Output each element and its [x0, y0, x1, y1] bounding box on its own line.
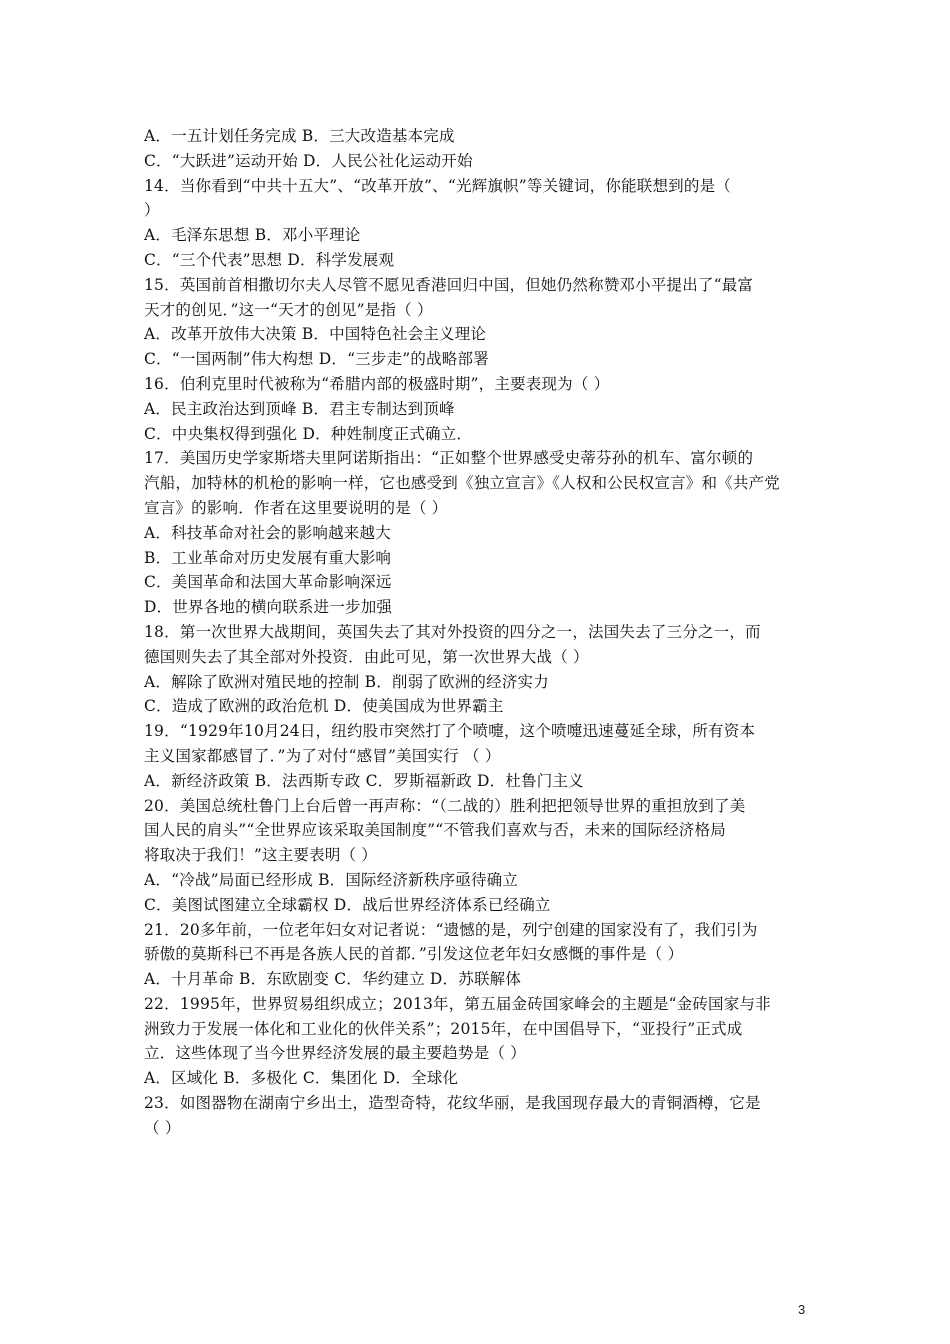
text-line: 德国则失去了其全部对外投资．由此可见，第一次世界大战（ ） [144, 647, 589, 666]
text-line: （ ） [144, 1118, 181, 1137]
text-line: A．解除了欧洲对殖民地的控制 B．削弱了欧洲的经济实力 [144, 672, 549, 691]
text-line: 21．20多年前，一位老年妇女对记者说：“遗憾的是，列宁创建的国家没有了，我们引为 [144, 920, 758, 939]
text-line: 将取决于我们！”这主要表明（ ） [144, 846, 378, 865]
text-line: A．毛泽东思想 B．邓小平理论 [144, 226, 361, 245]
text-line: A．民主政治达到顶峰 B．君主专制达到顶峰 [144, 399, 455, 418]
text-line: 22．1995年，世界贸易组织成立；2013年，第五届金砖国家峰会的主题是“金砖国家与非 [144, 994, 771, 1013]
text-line: 洲致力于发展一体化和工业化的伙伴关系”；2015年，在中国倡导下，“亚投行”正式成 [144, 1019, 743, 1038]
text-line: C．造成了欧洲的政治危机 D．使美国成为世界霸主 [144, 697, 504, 716]
text-line: D．世界各地的横向联系进一步加强 [144, 598, 393, 617]
text-line: 宣言》的影响．作者在这里要说明的是（ ） [144, 498, 448, 517]
text-line: 14．当你看到“中共十五大”、“改革开放”、“光辉旗帜”等关键词，你能联想到的是（ [144, 176, 731, 195]
question-text-block [144, 124, 814, 1141]
text-line: 19．“1929年10月24日，纽约股市突然打了个喷嚏，这个喷嚏迅速蔓延全球，所有资本 [144, 722, 756, 741]
page-number: 3 [798, 1302, 806, 1317]
text-line: C．中央集权得到强化 D．种姓制度正式确立． [144, 424, 473, 443]
text-line: A．新经济政策 B．法西斯专政 C．罗斯福新政 D．杜鲁门主义 [144, 771, 584, 790]
text-line: 天才的创见．”这一“天才的创见”是指（ ） [144, 300, 433, 319]
text-line: A．十月革命 B．东欧剧变 C．华约建立 D．苏联解体 [144, 970, 522, 989]
text-line: A．一五计划任务完成 B．三大改造基本完成 [144, 127, 455, 145]
text-line: ） [144, 201, 160, 220]
text-line: A．“冷战”局面已经形成 B．国际经济新秩序亟待确立 [144, 870, 519, 889]
text-line: 23．如图器物在湖南宁乡出土，造型奇特，花纹华丽，是我国现存最大的青铜酒樽，它是 [144, 1094, 761, 1113]
text-line: C．“三个代表”思想 D．科学发展观 [144, 250, 395, 269]
text-line: 汽船，加特林的机枪的影响一样，它也感受到《独立宣言》《人权和公民权宣言》和《共产党 [144, 474, 780, 493]
text-line: 骄傲的莫斯科已不再是各族人民的首都．”引发这位老年妇女感慨的事件是（ ） [144, 945, 684, 964]
text-line: A．科技革命对社会的影响越来越大 [144, 523, 391, 542]
text-line: C．美图试图建立全球霸权 D．战后世界经济体系已经确立 [144, 895, 551, 914]
text-line: 20．美国总统杜鲁门上台后曾一再声称：“（二战的）胜利把把领导世界的重担放到了美 [144, 796, 746, 815]
text-line: C．美国革命和法国大革命影响深远 [144, 573, 392, 592]
text-line: C．“一国两制”伟大构想 D．“三步走”的战略部署 [144, 350, 489, 369]
text-line: 16．伯利克里时代被称为“希腊内部的极盛时期”，主要表现为（ ） [144, 374, 610, 393]
text-line: 17．美国历史学家斯塔夫里阿诺斯指出：“正如整个世界感受史蒂芬孙的机车、富尔顿的 [144, 449, 754, 468]
text-line: C．“大跃进”运动开始 D．人民公社化运动开始 [144, 151, 473, 170]
text-line: 国人民的肩头”“全世界应该采取美国制度”“不管我们喜欢与否，未来的国际经济格局 [144, 821, 726, 840]
text-line: 主义国家都感冒了．”为了对付“感冒”美国实行 （ ） [144, 746, 501, 765]
text-line: 15．英国前首相撒切尔夫人尽管不愿见香港回归中国，但她仍然称赞邓小平提出了“最富 [144, 275, 754, 294]
text-line: 立．这些体现了当今世界经济发展的最主要趋势是（ ） [144, 1044, 526, 1063]
text-line: B．工业革命对历史发展有重大影响 [144, 548, 392, 567]
text-line: A．改革开放伟大决策 B．中国特色社会主义理论 [144, 325, 487, 344]
text-line: 18．第一次世界大战期间，英国失去了其对外投资的四分之一，法国失去了三分之一，而 [144, 622, 761, 641]
text-line: A．区域化 B．多极化 C．集团化 D．全球化 [144, 1069, 459, 1088]
